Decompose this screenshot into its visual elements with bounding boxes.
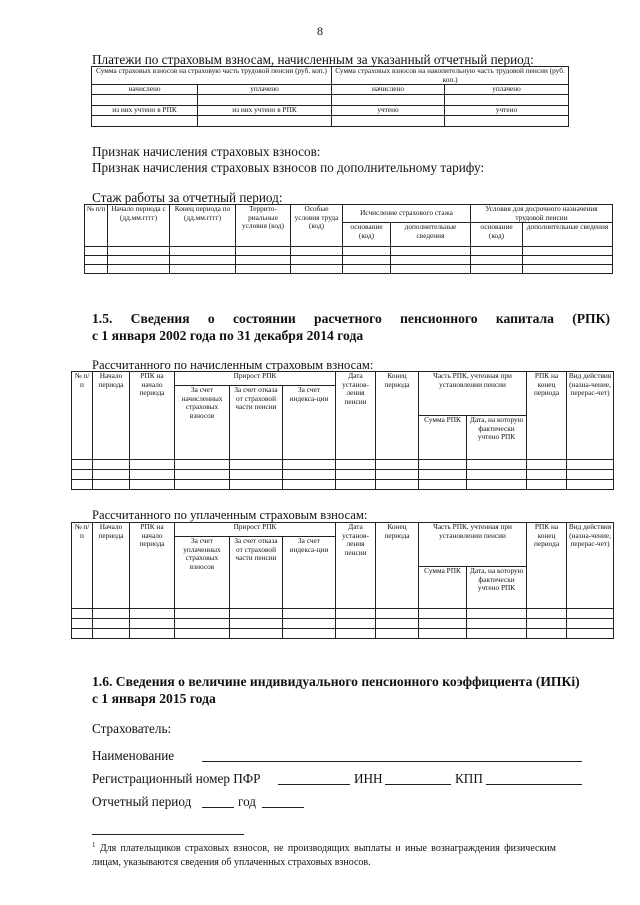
empty-cell[interactable] <box>108 265 170 274</box>
empty-cell[interactable] <box>336 480 376 490</box>
col-no: № п/п <box>72 372 93 460</box>
heading-word: состоянии <box>232 311 296 326</box>
insurer-inn-field[interactable] <box>385 773 451 785</box>
cell-paid: уплачено <box>445 85 569 95</box>
empty-cell[interactable] <box>467 619 527 629</box>
empty-cell[interactable] <box>376 470 419 480</box>
empty-cell[interactable] <box>130 460 175 470</box>
col-start: Начало периода <box>93 523 130 609</box>
empty-cell[interactable] <box>332 116 445 127</box>
empty-cell[interactable] <box>291 256 343 265</box>
empty-cell[interactable] <box>567 619 614 629</box>
col-extra: дополнительные сведения <box>391 223 471 247</box>
empty-cell[interactable] <box>108 256 170 265</box>
empty-cell[interactable] <box>471 265 523 274</box>
insurer-title: Страхователь: <box>92 721 172 736</box>
empty-cell[interactable] <box>419 460 467 470</box>
empty-cell[interactable] <box>230 629 283 639</box>
empty-cell[interactable] <box>391 265 471 274</box>
empty-cell[interactable] <box>72 609 93 619</box>
empty-cell[interactable] <box>527 609 567 619</box>
col-due-index: За счет индекса-ции <box>283 537 336 609</box>
footnote <box>92 842 556 870</box>
col-due-refusal: За счет отказа от страховой части пенсии <box>230 537 283 609</box>
col-insurance: Сумма страховых взносов на страховую часть трудовой пенсии (руб. коп.) <box>92 67 332 85</box>
empty-cell[interactable] <box>198 95 332 106</box>
empty-cell[interactable] <box>170 256 236 265</box>
empty-cell[interactable] <box>72 480 93 490</box>
empty-cell[interactable] <box>283 619 336 629</box>
col-early: Условия для досрочного назначения трудовой пенсии <box>471 205 613 223</box>
rpk-accrued-title: Рассчитанного по начисленным страховым взносам: <box>92 358 374 372</box>
col-part: Часть РПК, учтенная при установлении пенсии <box>419 372 527 416</box>
section-15-heading <box>92 311 610 327</box>
empty-cell[interactable] <box>567 609 614 619</box>
col-action: Вид действия (назна-чение, перерас-чет) <box>567 523 614 609</box>
col-extra: дополнительные сведения <box>523 223 613 247</box>
insurer-year-label: год <box>238 794 257 809</box>
empty-cell[interactable] <box>419 470 467 480</box>
empty-cell[interactable] <box>175 609 230 619</box>
empty-cell[interactable] <box>230 609 283 619</box>
empty-cell[interactable] <box>72 460 93 470</box>
empty-cell[interactable] <box>175 619 230 629</box>
col-rpk-start: РПК на начало периода <box>130 523 175 609</box>
empty-cell[interactable] <box>523 247 613 256</box>
experience-title: Стаж работы за отчетный период: <box>92 190 283 205</box>
empty-cell[interactable] <box>283 470 336 480</box>
sign-line-1: Признак начисления страховых взносов: <box>92 144 321 159</box>
empty-cell[interactable] <box>130 470 175 480</box>
heading-word: пенсионного <box>400 311 478 326</box>
heading-num: 1.5. <box>92 311 113 326</box>
col-date-actual: Дата, на которую фактически учтено РПК <box>467 416 527 460</box>
empty-cell[interactable] <box>108 247 170 256</box>
empty-cell[interactable] <box>567 470 614 480</box>
empty-cell[interactable] <box>230 480 283 490</box>
empty-cell[interactable] <box>445 95 569 106</box>
cell-rpk-note: из них учтено в РПК <box>92 106 198 116</box>
empty-cell[interactable] <box>175 470 230 480</box>
empty-cell[interactable] <box>175 460 230 470</box>
empty-cell[interactable] <box>336 460 376 470</box>
rpk-paid-title: Рассчитанного по уплаченным страховым взносам: <box>92 508 368 522</box>
rpk-paid-table <box>71 522 614 639</box>
insurer-name-field[interactable] <box>202 750 582 762</box>
empty-cell[interactable] <box>527 480 567 490</box>
empty-cell[interactable] <box>283 609 336 619</box>
col-action: Вид действия (назна-чение, перерас-чет) <box>567 372 614 460</box>
footnote-mark: 1 <box>92 841 96 849</box>
empty-cell[interactable] <box>130 609 175 619</box>
empty-cell[interactable] <box>527 619 567 629</box>
col-end: Конец периода <box>376 523 419 609</box>
empty-cell[interactable] <box>283 629 336 639</box>
footnote-text: Для плательщиков страховых взносов, не производящих выплаты и иные вознаграждения физическим лицам, указываются сведения об уплаченных страховых взносов. <box>92 843 556 868</box>
col-part: Часть РПК, учтенная при установлении пенсии <box>419 523 527 567</box>
col-due-index: За счет индекса-ции <box>283 386 336 460</box>
col-basis: основание (код) <box>471 223 523 247</box>
insurer-name-label: Наименование <box>92 748 175 763</box>
section-16-heading: 1.6. Сведения о величине индивидуального пенсионного коэффициента (ИПКi) <box>92 674 580 689</box>
col-calc: Исчисление страхового стажа <box>343 205 471 223</box>
col-date: Дата установ-ления пенсии <box>336 523 376 609</box>
empty-cell[interactable] <box>85 265 108 274</box>
empty-cell[interactable] <box>527 470 567 480</box>
payments-title: Платежи по страховым взносам, начисленным за указанный отчетный период: <box>92 52 534 67</box>
empty-cell[interactable] <box>236 265 291 274</box>
empty-cell[interactable] <box>198 116 332 127</box>
col-special: Особые условия труда (код) <box>291 205 343 247</box>
empty-cell[interactable] <box>567 480 614 490</box>
empty-cell[interactable] <box>170 265 236 274</box>
empty-cell[interactable] <box>419 619 467 629</box>
empty-cell[interactable] <box>376 480 419 490</box>
empty-cell[interactable] <box>336 629 376 639</box>
footnote-separator <box>92 834 244 835</box>
empty-cell[interactable] <box>467 460 527 470</box>
empty-cell[interactable] <box>93 480 130 490</box>
col-date-actual: Дата, на которую фактически учтено РПК <box>467 567 527 609</box>
empty-cell[interactable] <box>230 619 283 629</box>
rpk-accrued-table <box>71 371 614 490</box>
col-no: № п/п <box>85 205 108 247</box>
empty-cell[interactable] <box>567 460 614 470</box>
col-date: Дата установ-ления пенсии <box>336 372 376 460</box>
col-growth: Прирост РПК <box>175 372 336 386</box>
empty-cell[interactable] <box>471 256 523 265</box>
col-rpk-end: РПК на конец периода <box>527 523 567 609</box>
col-due-refusal: За счет отказа от страховой части пенсии <box>230 386 283 460</box>
col-end: Конец периода <box>376 372 419 460</box>
cell-counted: учтено <box>445 106 569 116</box>
col-no: № п/п <box>72 523 93 609</box>
insurer-year-field[interactable] <box>262 796 304 808</box>
empty-cell[interactable] <box>85 247 108 256</box>
empty-cell[interactable] <box>336 619 376 629</box>
empty-cell[interactable] <box>523 265 613 274</box>
empty-cell[interactable] <box>93 609 130 619</box>
col-start: Начало периода с (дд.мм.гггг) <box>108 205 170 247</box>
empty-cell[interactable] <box>72 470 93 480</box>
empty-cell[interactable] <box>467 629 527 639</box>
col-rpk-start: РПК на начало периода <box>130 372 175 460</box>
cell-paid: уплачено <box>198 85 332 95</box>
empty-cell[interactable] <box>72 619 93 629</box>
empty-cell[interactable] <box>283 480 336 490</box>
insurer-reg-field[interactable] <box>278 773 350 785</box>
sign-line-2: Признак начисления страховых взносов по дополнительному тарифу: <box>92 160 485 175</box>
col-funded: Сумма страховых взносов на накопительную часть трудовой пенсии (руб. коп.) <box>332 67 569 85</box>
empty-cell[interactable] <box>336 609 376 619</box>
col-due-paid: За счет уплаченных страховых взносов <box>175 537 230 609</box>
empty-cell[interactable] <box>376 619 419 629</box>
insurer-reg-label: Регистрационный номер ПФР <box>92 771 261 786</box>
empty-cell[interactable] <box>130 629 175 639</box>
col-growth: Прирост РПК <box>175 523 336 537</box>
empty-cell[interactable] <box>467 470 527 480</box>
section-15-heading-line2: с 1 января 2002 года по 31 декабря 2014 года <box>92 328 364 343</box>
empty-cell[interactable] <box>93 460 130 470</box>
empty-cell[interactable] <box>527 629 567 639</box>
col-end: Конец периода по (дд.мм.гггг) <box>170 205 236 247</box>
empty-cell[interactable] <box>445 116 569 127</box>
cell-accrued: начислено <box>92 85 198 95</box>
empty-cell[interactable] <box>391 256 471 265</box>
insurer-kpp-field[interactable] <box>486 773 582 785</box>
empty-cell[interactable] <box>332 95 445 106</box>
empty-cell[interactable] <box>236 247 291 256</box>
empty-cell[interactable] <box>419 629 467 639</box>
empty-cell[interactable] <box>467 609 527 619</box>
col-territory: Террито-риальные условия (код) <box>236 205 291 247</box>
heading-word: (РПК) <box>572 311 610 326</box>
cell-rpk-note: из них учтено в РПК <box>198 106 332 116</box>
empty-cell[interactable] <box>236 256 291 265</box>
empty-cell[interactable] <box>419 609 467 619</box>
empty-cell[interactable] <box>130 480 175 490</box>
empty-cell[interactable] <box>567 629 614 639</box>
empty-cell[interactable] <box>343 256 391 265</box>
insurer-kpp-label: КПП <box>455 771 483 786</box>
empty-cell[interactable] <box>93 619 130 629</box>
heading-word: капитала <box>495 311 554 326</box>
experience-table <box>84 204 613 274</box>
empty-cell[interactable] <box>343 265 391 274</box>
empty-cell[interactable] <box>376 460 419 470</box>
empty-cell[interactable] <box>170 247 236 256</box>
payments-table <box>91 66 569 127</box>
empty-cell[interactable] <box>72 629 93 639</box>
page-number: 8 <box>317 24 323 38</box>
col-sum: Сумма РПК <box>419 416 467 460</box>
empty-cell[interactable] <box>230 460 283 470</box>
insurer-period-field[interactable] <box>202 796 234 808</box>
empty-cell[interactable] <box>175 629 230 639</box>
empty-cell[interactable] <box>93 470 130 480</box>
empty-cell[interactable] <box>291 247 343 256</box>
col-rpk-end: РПК на конец периода <box>527 372 567 460</box>
empty-cell[interactable] <box>85 256 108 265</box>
col-start: Начало периода <box>93 372 130 460</box>
heading-word: о <box>207 311 215 326</box>
insurer-inn-label: ИНН <box>354 771 383 786</box>
empty-cell[interactable] <box>523 256 613 265</box>
cell-accrued: начислено <box>332 85 445 95</box>
heading-word: расчетного <box>314 311 382 326</box>
empty-cell[interactable] <box>283 460 336 470</box>
col-basis: основание (код) <box>343 223 391 247</box>
col-sum: Сумма РПК <box>419 567 467 609</box>
section-16-heading-line2: с 1 января 2015 года <box>92 691 216 706</box>
empty-cell[interactable] <box>92 95 198 106</box>
heading-word: Сведения <box>130 311 190 326</box>
empty-cell[interactable] <box>175 480 230 490</box>
empty-cell[interactable] <box>336 470 376 480</box>
insurer-period-label: Отчетный период <box>92 794 192 809</box>
cell-counted: учтено <box>332 106 445 116</box>
empty-cell[interactable] <box>93 629 130 639</box>
empty-cell[interactable] <box>527 460 567 470</box>
empty-cell[interactable] <box>92 116 198 127</box>
empty-cell[interactable] <box>391 247 471 256</box>
empty-cell[interactable] <box>467 480 527 490</box>
empty-cell[interactable] <box>130 619 175 629</box>
empty-cell[interactable] <box>419 480 467 490</box>
empty-cell[interactable] <box>230 470 283 480</box>
empty-cell[interactable] <box>471 247 523 256</box>
empty-cell[interactable] <box>291 265 343 274</box>
col-due-accrued: За счет начисленных страховых взносов <box>175 386 230 460</box>
empty-cell[interactable] <box>376 629 419 639</box>
empty-cell[interactable] <box>343 247 391 256</box>
empty-cell[interactable] <box>376 609 419 619</box>
